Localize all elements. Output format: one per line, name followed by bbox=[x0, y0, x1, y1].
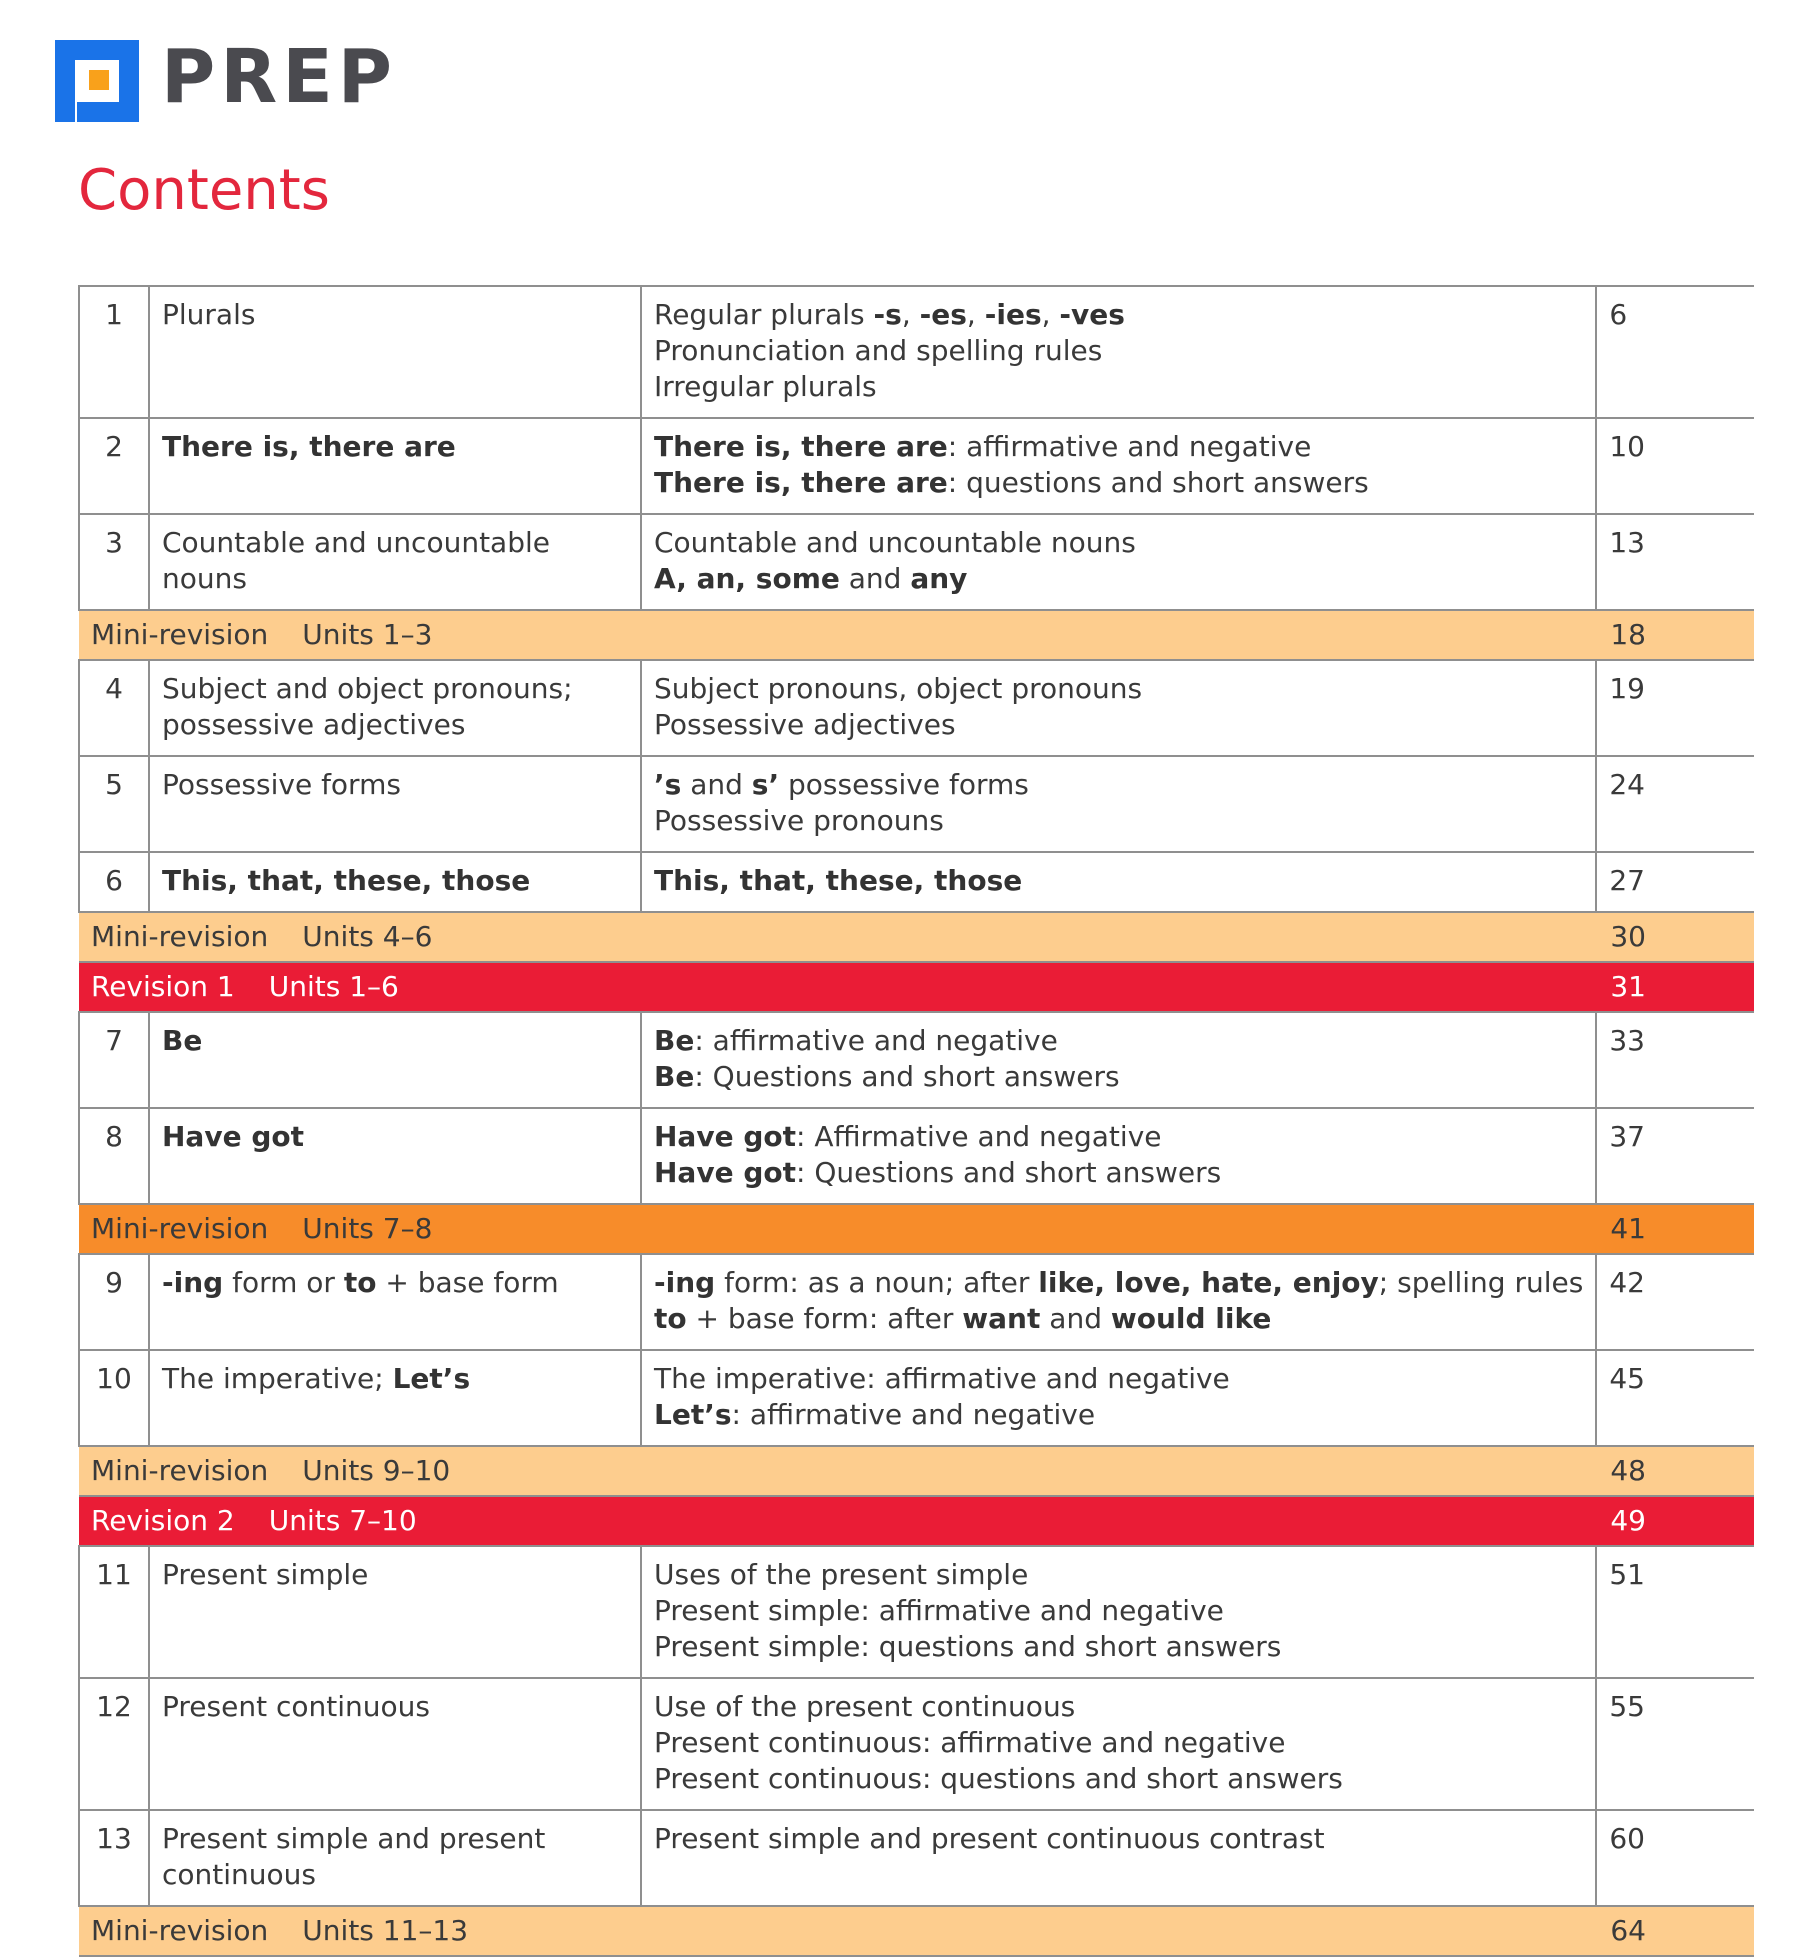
page-number: 45 bbox=[1596, 1350, 1754, 1446]
text: : affirmative and negative bbox=[731, 1398, 1096, 1431]
text: Pronunciation and spelling rules bbox=[654, 334, 1103, 367]
page-number: 10 bbox=[1596, 418, 1754, 514]
bold-text: Be bbox=[654, 1060, 695, 1093]
unit-row bbox=[79, 1108, 1754, 1204]
unit-number: 10 bbox=[79, 1350, 149, 1446]
band-label-cell bbox=[79, 1446, 1596, 1496]
unit-topics bbox=[641, 1810, 1596, 1906]
bold-text: Be bbox=[162, 1024, 203, 1057]
band-label: Revision 1 bbox=[91, 970, 235, 1003]
topic-line bbox=[654, 1821, 1583, 1857]
unit-title bbox=[149, 1108, 641, 1204]
page-number: 18 bbox=[1596, 610, 1754, 660]
text: : Questions and short answers bbox=[694, 1060, 1120, 1093]
mini-revision-row bbox=[79, 610, 1754, 660]
unit-number: 8 bbox=[79, 1108, 149, 1204]
unit-title-line bbox=[162, 707, 628, 743]
unit-title-line bbox=[162, 561, 628, 597]
unit-number: 11 bbox=[79, 1546, 149, 1678]
topic-line bbox=[654, 863, 1583, 899]
unit-topics bbox=[641, 514, 1596, 610]
unit-row bbox=[79, 1012, 1754, 1108]
unit-title-line bbox=[162, 1023, 628, 1059]
page-number: 64 bbox=[1596, 1906, 1754, 1956]
topic-line bbox=[654, 1265, 1583, 1301]
text: nouns bbox=[162, 562, 247, 595]
text: Regular plurals bbox=[654, 298, 874, 331]
text: : affirmative and negative bbox=[947, 430, 1312, 463]
unit-topics bbox=[641, 1254, 1596, 1350]
unit-row bbox=[79, 852, 1754, 912]
text: Subject and object pronouns; bbox=[162, 672, 573, 705]
unit-row bbox=[79, 660, 1754, 756]
topic-line bbox=[654, 1629, 1583, 1665]
bold-text: -ing bbox=[654, 1266, 716, 1299]
unit-topics bbox=[641, 286, 1596, 418]
topic-line bbox=[654, 333, 1583, 369]
topic-line bbox=[654, 1397, 1583, 1433]
topic-line bbox=[654, 465, 1583, 501]
band-label: Mini-revision bbox=[91, 920, 269, 953]
page-title: Contents bbox=[78, 158, 330, 223]
page-number: 48 bbox=[1596, 1446, 1754, 1496]
unit-title bbox=[149, 1012, 641, 1108]
text: Present continuous: questions and short answers bbox=[654, 1762, 1343, 1795]
text: and bbox=[681, 768, 752, 801]
text: continuous bbox=[162, 1858, 316, 1891]
text: Countable and uncountable bbox=[162, 526, 550, 559]
unit-topics bbox=[641, 1012, 1596, 1108]
unit-topics bbox=[641, 1350, 1596, 1446]
unit-title-line bbox=[162, 863, 628, 899]
text: : questions and short answers bbox=[947, 466, 1369, 499]
mini-revision-row bbox=[79, 1446, 1754, 1496]
text: ; spelling rules bbox=[1378, 1266, 1584, 1299]
text: , bbox=[1041, 298, 1060, 331]
text: The imperative; bbox=[162, 1362, 393, 1395]
prep-logo-icon bbox=[55, 32, 147, 122]
unit-title bbox=[149, 1350, 641, 1446]
text: Present continuous bbox=[162, 1690, 430, 1723]
unit-row bbox=[79, 418, 1754, 514]
unit-number: 5 bbox=[79, 756, 149, 852]
unit-topics bbox=[641, 660, 1596, 756]
band-label-cell bbox=[79, 962, 1596, 1012]
band-units: Units 9–10 bbox=[302, 1454, 451, 1487]
bold-text: to bbox=[654, 1302, 687, 1335]
page-number: 27 bbox=[1596, 852, 1754, 912]
unit-title-line bbox=[162, 1821, 628, 1857]
unit-number: 1 bbox=[79, 286, 149, 418]
unit-title bbox=[149, 1810, 641, 1906]
text: Use of the present continuous bbox=[654, 1690, 1076, 1723]
unit-row bbox=[79, 1678, 1754, 1810]
text: Possessive pronouns bbox=[654, 804, 944, 837]
bold-text: Let’s bbox=[654, 1398, 732, 1431]
unit-title bbox=[149, 660, 641, 756]
page-number: 31 bbox=[1596, 962, 1754, 1012]
topic-line bbox=[654, 1155, 1583, 1191]
page-number: 42 bbox=[1596, 1254, 1754, 1350]
text: possessive forms bbox=[779, 768, 1029, 801]
mini-revision-row bbox=[79, 912, 1754, 962]
text: Subject pronouns, object pronouns bbox=[654, 672, 1143, 705]
band-units: Units 1–3 bbox=[302, 618, 433, 651]
band-units: Units 4–6 bbox=[302, 920, 433, 953]
unit-title bbox=[149, 514, 641, 610]
page-number: 49 bbox=[1596, 1496, 1754, 1546]
band-label-cell bbox=[79, 610, 1596, 660]
topic-line bbox=[654, 369, 1583, 405]
bold-text: ’s bbox=[654, 768, 682, 801]
text: Present continuous: affirmative and negative bbox=[654, 1726, 1286, 1759]
bold-text: -es bbox=[919, 298, 967, 331]
topic-line bbox=[654, 561, 1583, 597]
topic-line bbox=[654, 525, 1583, 561]
unit-title bbox=[149, 418, 641, 514]
text: Present simple: questions and short answers bbox=[654, 1630, 1282, 1663]
text: form: as a noun; after bbox=[715, 1266, 1039, 1299]
unit-topics bbox=[641, 1108, 1596, 1204]
unit-number: 2 bbox=[79, 418, 149, 514]
unit-title-line bbox=[162, 1689, 628, 1725]
band-label: Mini-revision bbox=[91, 618, 269, 651]
text: + base form bbox=[376, 1266, 559, 1299]
page-number: 33 bbox=[1596, 1012, 1754, 1108]
bold-text: -ves bbox=[1059, 298, 1125, 331]
unit-row bbox=[79, 1350, 1754, 1446]
bold-text: any bbox=[910, 562, 968, 595]
text: Present simple and present bbox=[162, 1822, 546, 1855]
topic-line bbox=[654, 1725, 1583, 1761]
page-number: 19 bbox=[1596, 660, 1754, 756]
page-number: 24 bbox=[1596, 756, 1754, 852]
page-number: 6 bbox=[1596, 286, 1754, 418]
text: Uses of the present simple bbox=[654, 1558, 1029, 1591]
bold-text: There is, there are bbox=[654, 430, 948, 463]
unit-title bbox=[149, 852, 641, 912]
unit-title-line bbox=[162, 297, 628, 333]
topic-line bbox=[654, 1689, 1583, 1725]
unit-number: 7 bbox=[79, 1012, 149, 1108]
bold-text: Be bbox=[654, 1024, 695, 1057]
unit-number: 6 bbox=[79, 852, 149, 912]
bold-text: s’ bbox=[751, 768, 780, 801]
unit-title-line bbox=[162, 671, 628, 707]
topic-line bbox=[654, 1059, 1583, 1095]
bold-text: -s bbox=[873, 298, 902, 331]
unit-topics bbox=[641, 756, 1596, 852]
unit-title-line bbox=[162, 1361, 628, 1397]
unit-row bbox=[79, 514, 1754, 610]
unit-topics bbox=[641, 1546, 1596, 1678]
band-label: Revision 2 bbox=[91, 1504, 235, 1537]
text: The imperative: affirmative and negative bbox=[654, 1362, 1230, 1395]
page-number: 51 bbox=[1596, 1546, 1754, 1678]
contents-table bbox=[78, 285, 1754, 1957]
text: Possessive forms bbox=[162, 768, 401, 801]
band-units: Units 7–10 bbox=[268, 1504, 417, 1537]
text: Present simple and present continuous contrast bbox=[654, 1822, 1325, 1855]
unit-title-line bbox=[162, 1119, 628, 1155]
band-label-cell bbox=[79, 912, 1596, 962]
text: : Questions and short answers bbox=[795, 1156, 1222, 1189]
unit-title bbox=[149, 756, 641, 852]
topic-line bbox=[654, 429, 1583, 465]
contents-table-body bbox=[79, 286, 1754, 1956]
bold-text: There is, there are bbox=[162, 430, 456, 463]
text: + base form: after bbox=[686, 1302, 963, 1335]
unit-title bbox=[149, 1254, 641, 1350]
topic-line bbox=[654, 1557, 1583, 1593]
topic-line bbox=[654, 1023, 1583, 1059]
unit-topics bbox=[641, 852, 1596, 912]
text: and bbox=[839, 562, 911, 595]
page-number: 60 bbox=[1596, 1810, 1754, 1906]
band-units: Units 11–13 bbox=[302, 1914, 469, 1947]
unit-number: 4 bbox=[79, 660, 149, 756]
page-number: 55 bbox=[1596, 1678, 1754, 1810]
text: form or bbox=[223, 1266, 344, 1299]
unit-title-line bbox=[162, 429, 628, 465]
bold-text: Have got bbox=[654, 1120, 796, 1153]
text: , bbox=[966, 298, 985, 331]
page-number: 37 bbox=[1596, 1108, 1754, 1204]
unit-title-line bbox=[162, 1557, 628, 1593]
unit-topics bbox=[641, 1678, 1596, 1810]
unit-topics bbox=[641, 418, 1596, 514]
topic-line bbox=[654, 1361, 1583, 1397]
unit-title bbox=[149, 286, 641, 418]
page-number: 30 bbox=[1596, 912, 1754, 962]
unit-title bbox=[149, 1546, 641, 1678]
bold-text: want bbox=[962, 1302, 1041, 1335]
text: and bbox=[1040, 1302, 1111, 1335]
bold-text: There is, there are bbox=[654, 466, 948, 499]
bold-text: A, an, some bbox=[654, 562, 840, 595]
topic-line bbox=[654, 1593, 1583, 1629]
band-label-cell bbox=[79, 1204, 1596, 1254]
page-number: 41 bbox=[1596, 1204, 1754, 1254]
bold-text: -ies bbox=[984, 298, 1042, 331]
text: Plurals bbox=[162, 298, 256, 331]
band-label-cell bbox=[79, 1906, 1596, 1956]
brand-logo bbox=[55, 32, 397, 122]
band-units: Units 7–8 bbox=[302, 1212, 433, 1245]
unit-row bbox=[79, 1810, 1754, 1906]
unit-title bbox=[149, 1678, 641, 1810]
bold-text: This, that, these, those bbox=[162, 864, 531, 897]
topic-line bbox=[654, 1761, 1583, 1797]
page-number: 13 bbox=[1596, 514, 1754, 610]
unit-title-line bbox=[162, 1265, 628, 1301]
bold-text: Let’s bbox=[392, 1362, 471, 1395]
unit-number: 9 bbox=[79, 1254, 149, 1350]
bold-text: Have got bbox=[654, 1156, 796, 1189]
unit-number: 13 bbox=[79, 1810, 149, 1906]
unit-number: 3 bbox=[79, 514, 149, 610]
unit-title-line bbox=[162, 767, 628, 803]
topic-line bbox=[654, 297, 1583, 333]
bold-text: to bbox=[343, 1266, 377, 1299]
text: Present simple: affirmative and negative bbox=[654, 1594, 1224, 1627]
bold-text: -ing bbox=[162, 1266, 224, 1299]
unit-row bbox=[79, 286, 1754, 418]
text: Present simple bbox=[162, 1558, 369, 1591]
mini-revision-row bbox=[79, 1204, 1754, 1254]
text: : Affirmative and negative bbox=[795, 1120, 1162, 1153]
text: : affirmative and negative bbox=[694, 1024, 1058, 1057]
bold-text: Have got bbox=[162, 1120, 304, 1153]
topic-line bbox=[654, 1119, 1583, 1155]
band-label: Mini-revision bbox=[91, 1914, 269, 1947]
text: , bbox=[901, 298, 920, 331]
band-label: Mini-revision bbox=[91, 1212, 269, 1245]
text: Possessive adjectives bbox=[654, 708, 956, 741]
text: Irregular plurals bbox=[654, 370, 877, 403]
unit-row bbox=[79, 1546, 1754, 1678]
band-label: Mini-revision bbox=[91, 1454, 269, 1487]
topic-line bbox=[654, 1301, 1583, 1337]
bold-text: This, that, these, those bbox=[654, 864, 1023, 897]
topic-line bbox=[654, 803, 1583, 839]
text: possessive adjectives bbox=[162, 708, 466, 741]
bold-text: would like bbox=[1110, 1302, 1272, 1335]
unit-number: 12 bbox=[79, 1678, 149, 1810]
unit-title-line bbox=[162, 1857, 628, 1893]
band-label-cell bbox=[79, 1496, 1596, 1546]
revision-row bbox=[79, 1496, 1754, 1546]
topic-line bbox=[654, 671, 1583, 707]
topic-line bbox=[654, 707, 1583, 743]
text: Countable and uncountable nouns bbox=[654, 526, 1136, 559]
bold-text: like, love, hate, enjoy bbox=[1038, 1266, 1379, 1299]
unit-row bbox=[79, 756, 1754, 852]
unit-title-line bbox=[162, 525, 628, 561]
unit-row bbox=[79, 1254, 1754, 1350]
revision-row bbox=[79, 962, 1754, 1012]
topic-line bbox=[654, 767, 1583, 803]
band-units: Units 1–6 bbox=[268, 970, 399, 1003]
brand-wordmark: PREP bbox=[161, 34, 398, 120]
mini-revision-row bbox=[79, 1906, 1754, 1956]
